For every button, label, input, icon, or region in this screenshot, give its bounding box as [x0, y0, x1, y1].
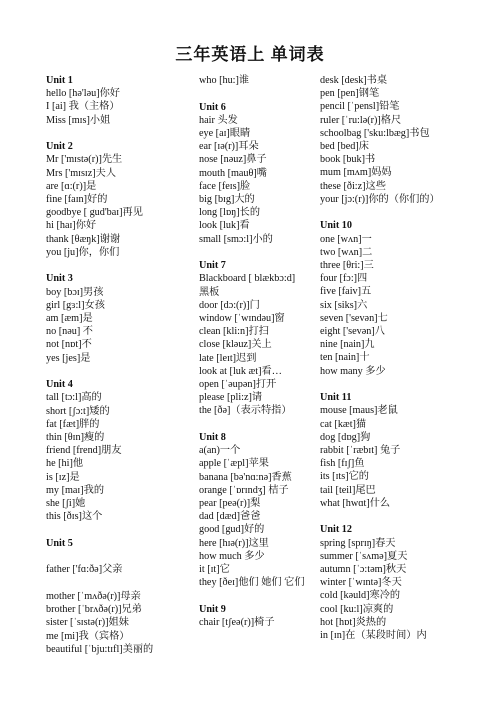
vocab-entry: small [smɔ:l]小的	[199, 233, 273, 245]
spacer	[199, 418, 315, 431]
vocab-entry: two [wʌn]二	[320, 246, 373, 258]
vocab-entry: goodbye [ gud'baɪ]再见	[46, 207, 143, 219]
vocab-entry: how many 多少	[320, 365, 386, 377]
spacer	[46, 365, 194, 378]
vocab-entry: desk [desk]书桌	[320, 75, 388, 86]
vocab-entry: mother [ˈmʌðə(r)]母亲	[46, 591, 141, 603]
vocab-entry: Miss [mɪs]小姐	[46, 114, 111, 126]
vocab-entry: fat [fæt]胖的	[46, 418, 100, 430]
page-title: 三年英语上 单词表	[175, 45, 325, 64]
vocab-entry: seven ['sevən]七	[320, 312, 388, 324]
vocab-entry: pear [peə(r)]梨	[199, 498, 261, 510]
vocab-entry: hi [haɪ]你好	[46, 220, 97, 232]
vocab-entry: late [leɪt]迟到	[199, 352, 257, 364]
vocab-entry: nine [nain]九	[320, 339, 375, 351]
vocab-entry: are [ɑ:(r)]是	[46, 180, 97, 192]
vocab-entry: tail [teil]尾巴	[320, 484, 376, 496]
spacer	[46, 127, 194, 140]
unit-heading: Unit 3	[46, 273, 73, 285]
spacer	[320, 206, 480, 219]
vocab-column-1	[46, 74, 194, 656]
unit-heading: Unit 5	[46, 537, 73, 549]
vocab-entry: who [hu:]谁	[199, 75, 250, 86]
vocab-entry: autumn [ˈɔ:təm]秋天	[320, 564, 407, 576]
spacer	[199, 87, 315, 100]
vocab-entry: open [ˈəupən]打开	[199, 379, 277, 391]
vocab-entry: look at [luk æt]看…	[199, 365, 282, 377]
vocab-entry: father ['fɑ:ðə]父亲	[46, 564, 123, 576]
vocab-entry: hair 头发	[199, 114, 238, 126]
vocab-entry: yes [jes]是	[46, 352, 91, 364]
vocab-entry: this [ðɪs]这个	[46, 511, 103, 523]
vocab-entry: schoolbag ['sku:lbæg]书包	[320, 127, 430, 139]
vocab-entry: chair [tʃeə(r)]椅子	[199, 617, 275, 629]
vocab-entry: eye [aɪ]眼睛	[199, 128, 251, 139]
unit-heading: Unit 11	[320, 392, 352, 404]
unit-heading: Unit 9	[199, 603, 226, 615]
vocab-entry: your [jɔ:(r)]你的（你们的）	[320, 193, 440, 205]
vocab-entry: these [ði:z]这些	[320, 180, 386, 192]
vocab-entry: ruler [ˈru:lə(r)]格尺	[320, 114, 402, 126]
spacer	[320, 378, 480, 391]
unit-heading: Unit 12	[320, 524, 352, 536]
vocab-entry: thank [θæŋk]谢谢	[46, 233, 121, 245]
vocab-entry: ten [nain]十	[320, 352, 370, 364]
vocab-entry: it [ɪt]它	[199, 564, 230, 576]
spacer	[46, 259, 194, 272]
vocab-entry: good [gud]好的	[199, 524, 265, 536]
vocab-entry: the [ðə]（表示特指）	[199, 405, 292, 417]
unit-heading: Unit 8	[199, 432, 226, 444]
vocab-entry: Blackboard [ blækbɔ:d]	[199, 273, 296, 285]
vocab-entry: hello [hə'ləu]你好	[46, 88, 120, 100]
vocab-column-3	[320, 74, 480, 642]
vocab-entry: mum [mʌm]妈妈	[320, 167, 392, 179]
vocab-entry: boy [bɔɪ]男孩	[46, 286, 104, 298]
vocab-entry: summer [ˈsʌmə]夏天	[320, 550, 408, 562]
vocab-entry: fish [fɪʃ]鱼	[320, 458, 365, 470]
vocab-entry: face [feɪs]脸	[199, 180, 251, 192]
spacer	[199, 246, 315, 259]
vocab-entry: clean [kli:n]打扫	[199, 326, 269, 338]
vocab-entry: is [ɪz]是	[46, 471, 80, 483]
unit-heading: Unit 7	[199, 260, 226, 272]
vocab-entry: cold [kəuld]寒冷的	[320, 590, 401, 602]
vocab-entry: brother [ˈbrʌðə(r)]兄弟	[46, 604, 142, 616]
vocab-entry: pen [pen]钢笔	[320, 88, 380, 100]
vocab-entry: tall [tɔ:l]高的	[46, 392, 102, 404]
vocab-entry: book [buk]书	[320, 154, 376, 166]
vocab-entry: she [ʃi]她	[46, 498, 86, 510]
spacer	[46, 523, 194, 536]
vocab-entry: ear [ɪə(r)]耳朵	[199, 141, 259, 153]
vocab-entry: one [wʌn]一	[320, 233, 372, 245]
vocab-entry: dog [dɒg]狗	[320, 431, 371, 443]
vocab-entry: I [ai] 我（主格）	[46, 101, 120, 113]
vocab-entry: he [hi]他	[46, 458, 84, 470]
vocab-entry: pencil [ˈpensl]铅笔	[320, 101, 400, 113]
vocab-entry: am [æm]是	[46, 313, 93, 325]
spacer	[320, 510, 480, 523]
vocab-entry: rabbit [ˈræbɪt] 兔子	[320, 445, 401, 457]
vocab-entry: sister [ˈsɪstə(r)]姐妹	[46, 617, 129, 629]
vocab-entry: Mrs ['mɪsɪz]夫人	[46, 167, 117, 179]
vocab-entry: close [kləuz]关上	[199, 339, 272, 351]
vocab-entry: no [nəu] 不	[46, 326, 93, 338]
vocab-entry: hot [hɒt]炎热的	[320, 616, 387, 628]
vocab-entry: Mr ['mɪstə(r)]先生	[46, 154, 123, 166]
vocab-entry: its [ɪts]它的	[320, 471, 369, 483]
vocab-entry: not [nɒt]不	[46, 339, 92, 351]
unit-heading: Unit 10	[320, 220, 352, 232]
unit-heading: Unit 6	[199, 101, 226, 113]
vocab-entry: big [bɪg]大的	[199, 194, 255, 206]
vocab-entry: you [ju]你，你们	[46, 246, 120, 258]
vocab-entry: please [pli:z]请	[199, 392, 263, 404]
vocab-entry: what [hwɑt]什么	[320, 497, 391, 509]
vocab-entry: beautiful [ˈbju:tɪfl]美丽的	[46, 643, 154, 655]
vocab-entry: a(an)一个	[199, 445, 241, 457]
vocab-entry: cool [ku:l]凉爽的	[320, 603, 394, 615]
vocab-entry: six [siks]六	[320, 299, 368, 311]
vocab-entry: mouse [maus]老鼠	[320, 405, 398, 417]
unit-heading: Unit 4	[46, 379, 73, 391]
vocab-entry: my [maɪ]我的	[46, 484, 105, 496]
vocab-entry: door [dɔ:(r)]门	[199, 299, 260, 311]
unit-heading: Unit 2	[46, 141, 73, 153]
vocab-entry: dad [dæd]爸爸	[199, 511, 261, 523]
vocab-entry: nose [nəuz]鼻子	[199, 154, 267, 166]
vocab-entry: they [ðeɪ]他们 她们 它们	[199, 577, 305, 589]
vocab-entry: four [fɔ:]四	[320, 273, 368, 285]
vocab-entry: thin [θɪn]瘦的	[46, 432, 105, 444]
spacer	[199, 589, 315, 602]
vocab-entry: apple [ˈæpl]苹果	[199, 458, 269, 470]
vocab-entry: fine [faɪn]好的	[46, 194, 108, 206]
vocab-entry: banana [bə'nɑ:nə]香蕉	[199, 471, 292, 483]
vocab-column-2	[199, 74, 315, 629]
vocab-entry: five [faiv]五	[320, 286, 372, 298]
vocab-entry: spring [sprɪŋ]春天	[320, 537, 396, 549]
vocab-entry: short [ʃɔ:t]矮的	[46, 405, 110, 417]
vocab-entry: here [hɪə(r)]这里	[199, 537, 269, 549]
vocab-entry: eight ['sevən]八	[320, 326, 385, 338]
vocab-entry: in [ɪn]在（某段时间）内	[320, 630, 427, 642]
spacer	[46, 550, 194, 563]
vocab-entry: bed [bed]床	[320, 141, 369, 153]
vocab-entry: cat [kæt]猫	[320, 418, 367, 430]
spacer	[46, 577, 194, 590]
vocab-entry: 黑板	[199, 286, 220, 298]
unit-heading: Unit 1	[46, 75, 73, 86]
vocab-entry: winter [ˈwɪntə]冬天	[320, 577, 402, 589]
vocab-entry: girl [gɜ:l]女孩	[46, 299, 105, 311]
vocab-entry: friend [frend]朋友	[46, 445, 122, 457]
vocab-entry: three [θri:]三	[320, 260, 374, 272]
vocab-entry: window [ˈwɪndəu]窗	[199, 313, 285, 325]
vocab-entry: how much 多少	[199, 550, 265, 562]
vocab-entry: orange [ˈɒrɪndʒ] 桔子	[199, 484, 289, 496]
vocab-entry: mouth [mauθ]嘴	[199, 167, 267, 179]
vocab-entry: me [mi]我（宾格）	[46, 630, 130, 642]
vocab-entry: long [lɒŋ]长的	[199, 207, 261, 219]
vocab-entry: look [luk]看	[199, 220, 250, 232]
